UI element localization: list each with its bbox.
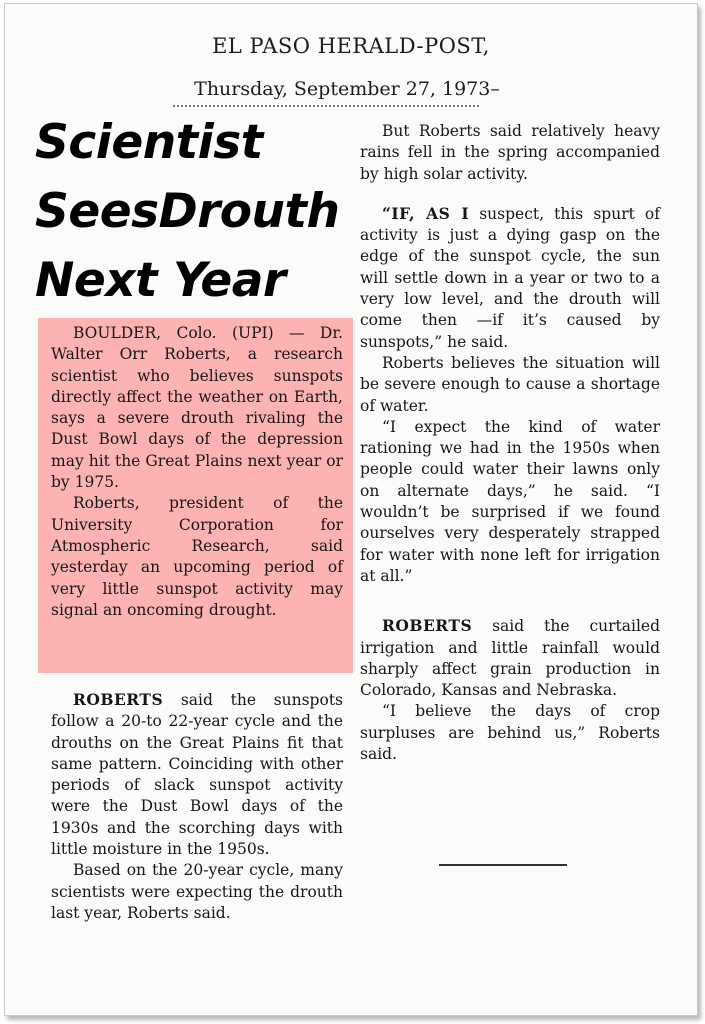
headline-line-2: SeesDrouth: [35, 184, 340, 239]
headline-line-3: Next Year: [35, 253, 286, 308]
headline: [35, 108, 355, 315]
paragraph-3: [51, 689, 343, 860]
dateline: BOULDER, Colo. (UPI) —: [73, 324, 305, 342]
paragraph-10: “I believe the days of crop surpluses are behind us,” Roberts said.: [360, 702, 660, 764]
paragraph-5: But Roberts said relatively heavy rains fell in the spring accompanied by high solar activity.: [360, 122, 660, 183]
paragraph-9-body: said the curtailed irrigation and little rainfall would sharply affect grain production in Colorado, Kansas and Nebraska.: [360, 617, 660, 700]
date-underline: [173, 105, 479, 107]
paragraph-2: Roberts, president of the University Corporation for Atmospheric Research, said yesterday an upcoming period of very little sunspot activity may signal an oncoming drought.: [51, 494, 343, 619]
paragraph-6: [360, 203, 660, 353]
paragraph-dateline: [51, 323, 343, 493]
article-column-left-top: [51, 323, 343, 621]
paragraph-7: Roberts believes the situation will be severe enough to cause a shortage of water.: [360, 353, 660, 415]
paragraph-3-lead: ROBERTS: [73, 690, 164, 709]
article-column-left-bottom: [51, 689, 343, 924]
paragraph-8: “I expect the kind of water rationing we had in the 1950s when people could water their lawns only on alternate days,” he said. “I wouldn’t be surprised if we found ourselves very desperately strapped for water with none left for irrigation at all.”: [360, 417, 660, 585]
paragraph-3-body: said the sunspots follow a 20-to 22-year cycle and the drouths on the Great Plains fit that same pattern. Coinciding with other periods of slack sunspot activity were the Dust Bowl days of the 1930s and the scorching days with little moisture in the 1950s.: [51, 691, 343, 859]
newspaper-name: EL PASO HERALD-POST,: [212, 34, 490, 58]
headline-line-1: Scientist: [35, 115, 263, 170]
newspaper-clipping: [4, 3, 698, 1016]
paragraph-9: [360, 615, 660, 701]
paragraph-9-lead: ROBERTS: [382, 616, 473, 636]
paragraph-6-lead: “IF, AS I: [382, 203, 470, 223]
paragraph-6-body: suspect, this spurt of activity is just a dying gasp on the edge of the sunspot cycle, the sun will settle down in a year or two to a very low level, and the drouth will come then —if it’s caused by sunspots,” he said.: [360, 204, 660, 351]
article-column-right: [360, 121, 660, 765]
paragraph-4: Based on the 20-year cycle, many scientists were expecting the drouth last year, Roberts said.: [51, 861, 343, 922]
paragraph-1-body: Dr. Walter Orr Roberts, a research scientist who believes sunspots directly affect the weather on Earth, says a severe drouth rivaling the Dust Bowl days of the depression may hit the Great Plains next year or by 1975.: [51, 324, 343, 492]
article-end-rule: [439, 864, 567, 866]
publication-date: Thursday, September 27, 1973–: [194, 78, 500, 100]
